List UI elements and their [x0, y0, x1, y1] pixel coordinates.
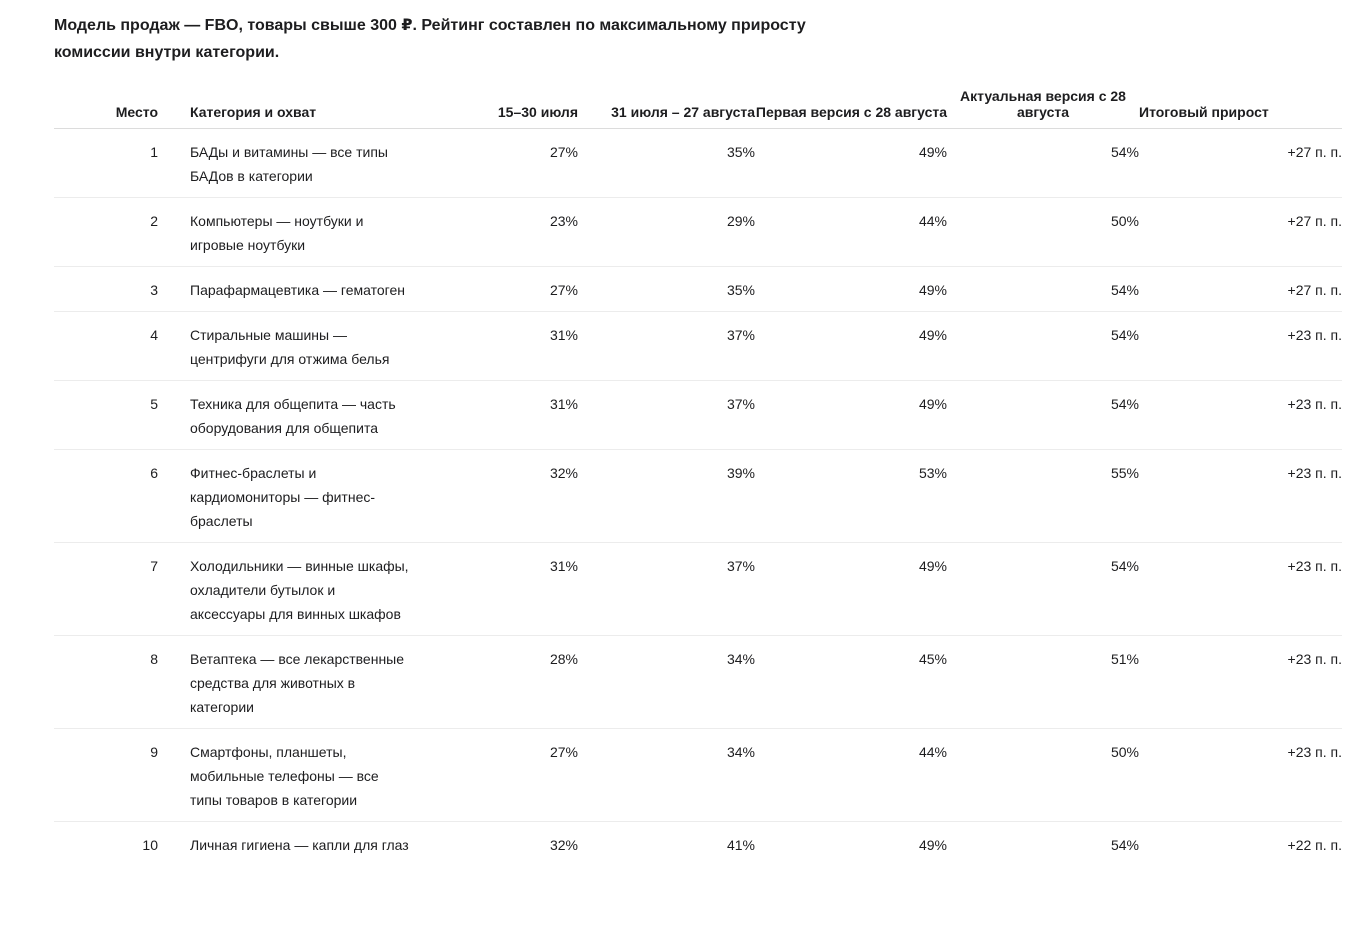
cell-total-growth: +23 п. п. — [1139, 543, 1342, 636]
cell-period-july: 27% — [410, 267, 578, 312]
cell-total-growth: +23 п. п. — [1139, 381, 1342, 450]
cell-first-version: 44% — [755, 198, 947, 267]
table-row — [54, 381, 1342, 450]
cell-category: БАДы и витамины — все типы БАДов в категории — [158, 129, 410, 198]
cell-first-version: 49% — [755, 267, 947, 312]
header-current-version-label: Актуальная версия с 28 августа — [960, 88, 1126, 120]
cell-category: Парафармацевтика — гематоген — [158, 267, 410, 312]
table-row — [54, 267, 1342, 312]
header-first-version — [755, 84, 947, 129]
cell-category: Стиральные машины — центрифуги для отжима белья — [158, 312, 410, 381]
cell-category: Ветаптека — все лекарственные средства для животных в категории — [158, 636, 410, 729]
header-period-august: 31 июля – 27 августа — [578, 84, 755, 129]
cell-period-august: 34% — [578, 636, 755, 729]
cell-first-version: 49% — [755, 543, 947, 636]
header-current-version — [947, 84, 1139, 129]
cell-category: Техника для общепита — часть оборудования для общепита — [158, 381, 410, 450]
cell-place: 9 — [54, 729, 158, 822]
cell-place: 4 — [54, 312, 158, 381]
cell-current-version: 54% — [947, 543, 1139, 636]
cell-first-version: 53% — [755, 450, 947, 543]
cell-period-july: 32% — [549, 837, 578, 853]
table-row — [54, 636, 1342, 729]
cell-period-august: 39% — [578, 450, 755, 543]
table-row — [54, 729, 1342, 822]
cell-period-july: 27% — [410, 729, 578, 822]
cell-current-version: 54% — [1110, 837, 1139, 853]
cell-current-version: 54% — [947, 312, 1139, 381]
table-row — [54, 312, 1342, 381]
cell-period-august: 37% — [578, 312, 755, 381]
cell-category: Смартфоны, планшеты, мобильные телефоны — все типы товаров в категории — [158, 729, 410, 822]
cell-period-august: 34% — [578, 729, 755, 822]
cell-first-version: 49% — [918, 837, 947, 853]
cell-period-august: 37% — [578, 381, 755, 450]
cell-total-growth: +23 п. п. — [1139, 312, 1342, 381]
cell-first-version: 49% — [755, 381, 947, 450]
header-total-growth: Итоговый прирост — [1139, 84, 1342, 129]
commission-rating-table — [54, 84, 1342, 866]
cell-total-growth: +23 п. п. — [1139, 636, 1342, 729]
cell-period-july: 31% — [410, 381, 578, 450]
cell-period-july: 23% — [410, 198, 578, 267]
cell-total-growth: +27 п. п. — [1139, 129, 1342, 198]
cell-first-version: 44% — [755, 729, 947, 822]
cell-current-version: 55% — [947, 450, 1139, 543]
header-category: Категория и охват — [158, 84, 410, 129]
cell-period-july: 27% — [410, 129, 578, 198]
cell-current-version: 54% — [947, 381, 1139, 450]
table-row — [54, 543, 1342, 636]
cell-category: Компьютеры — ноутбуки и игровые ноутбуки — [158, 198, 410, 267]
cell-total-growth: +23 п. п. — [1139, 450, 1342, 543]
cell-period-august: 41% — [726, 837, 755, 853]
cell-period-july: 31% — [410, 312, 578, 381]
cell-total-growth: +27 п. п. — [1139, 198, 1342, 267]
header-place: Место — [54, 84, 158, 129]
cell-place: 5 — [54, 381, 158, 450]
cell-current-version: 54% — [947, 129, 1139, 198]
cell-period-august: 37% — [578, 543, 755, 636]
cell-current-version: 50% — [947, 198, 1139, 267]
cell-first-version: 49% — [755, 129, 947, 198]
cell-category: Фитнес-браслеты и кардиомониторы — фитнес-браслеты — [158, 450, 410, 543]
cell-place: 2 — [54, 198, 158, 267]
cell-period-july: 28% — [410, 636, 578, 729]
table-caption: Модель продаж — FBO, товары свыше 300 ₽. Рейтинг составлен по максимальному приросту комиссии внутри категории. — [54, 17, 806, 61]
cell-place: 8 — [54, 636, 158, 729]
cell-first-version: 49% — [755, 312, 947, 381]
header-first-version-label: Первая версия с 28 августа — [755, 104, 947, 120]
table-header-row — [54, 84, 1342, 129]
table-row — [54, 198, 1342, 267]
cell-place: 1 — [54, 129, 158, 198]
cell-place: 7 — [54, 543, 158, 636]
cell-place: 6 — [54, 450, 158, 543]
cell-total-growth: +22 п. п. — [1287, 837, 1342, 853]
cell-place: 10 — [142, 837, 158, 853]
cell-category: Холодильники — винные шкафы, охладители бутылок и аксессуары для винных шкафов — [158, 543, 410, 636]
cell-period-august: 35% — [578, 129, 755, 198]
cell-first-version: 45% — [755, 636, 947, 729]
cell-current-version: 54% — [947, 267, 1139, 312]
header-period-july: 15–30 июля — [410, 84, 578, 129]
cell-period-july: 32% — [410, 450, 578, 543]
cell-total-growth: +27 п. п. — [1139, 267, 1342, 312]
cell-category: Личная гигиена — капли для глаз — [190, 837, 409, 853]
cell-place: 3 — [54, 267, 158, 312]
cell-current-version: 50% — [947, 729, 1139, 822]
table-row — [54, 822, 1342, 867]
cell-period-july: 31% — [410, 543, 578, 636]
table-row — [54, 129, 1342, 198]
cell-total-growth: +23 п. п. — [1139, 729, 1342, 822]
cell-period-august: 29% — [578, 198, 755, 267]
table-row — [54, 450, 1342, 543]
cell-period-august: 35% — [578, 267, 755, 312]
cell-current-version: 51% — [947, 636, 1139, 729]
